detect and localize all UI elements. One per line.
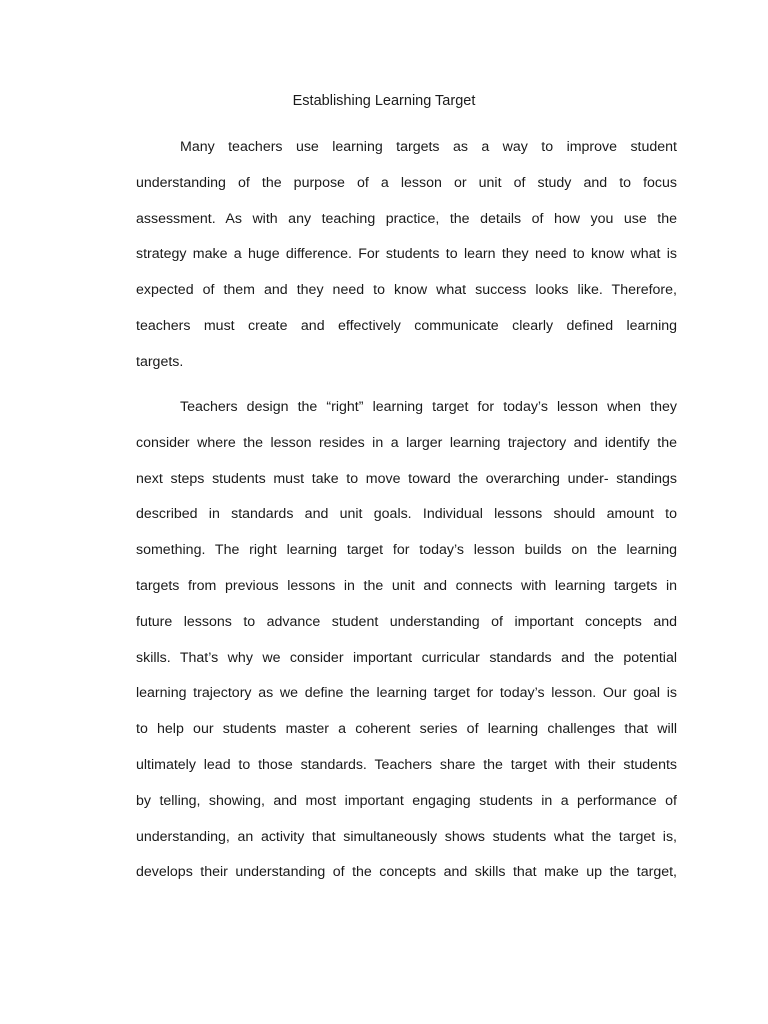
text-line: future lessons to advance student understanding of important concepts and <box>136 613 677 630</box>
text-line: understanding, an activity that simultaneously shows students what the target is, <box>136 828 677 845</box>
document-title: Establishing Learning Target <box>292 93 476 109</box>
text-line: by telling, showing, and most important engaging students in a performance of <box>136 792 677 809</box>
text-line: next steps students must take to move toward the overarching under- standings <box>136 470 677 487</box>
text-line: develops their understanding of the concepts and skills that make up the target, <box>136 864 677 881</box>
text-line: targets from previous lessons in the unit and connects with learning targets in <box>136 577 677 594</box>
text-line: teachers must create and effectively communicate clearly defined learning <box>136 317 677 334</box>
text-line: consider where the lesson resides in a larger learning trajectory and identify the <box>136 434 677 451</box>
text-line: expected of them and they need to know what success looks like. Therefore, <box>136 282 677 299</box>
text-line: something. The right learning target for today’s lesson builds on the learning <box>136 542 677 559</box>
text-line: described in standards and unit goals. Individual lessons should amount to <box>136 506 677 523</box>
text-line: understanding of the purpose of a lesson or unit of study and to focus <box>136 174 677 191</box>
text-line: Many teachers use learning targets as a way to improve student <box>180 139 677 155</box>
text-line: strategy make a huge difference. For students to learn they need to know what is <box>136 246 677 263</box>
paragraph-2 <box>136 390 677 891</box>
text-line: ultimately lead to those standards. Teachers share the target with their students <box>136 756 677 773</box>
text-line: assessment. As with any teaching practice, the details of how you use the <box>136 210 677 227</box>
text-line: to help our students master a coherent series of learning challenges that will <box>136 721 677 738</box>
text-line: skills. That’s why we consider important curricular standards and the potential <box>136 649 677 666</box>
paragraph-1 <box>136 130 677 381</box>
text-line: Teachers design the “right” learning target for today’s lesson when they <box>180 399 677 415</box>
text-line: targets. <box>136 353 184 370</box>
text-line: learning trajectory as we define the learning target for today’s lesson. Our goal is <box>136 685 677 702</box>
